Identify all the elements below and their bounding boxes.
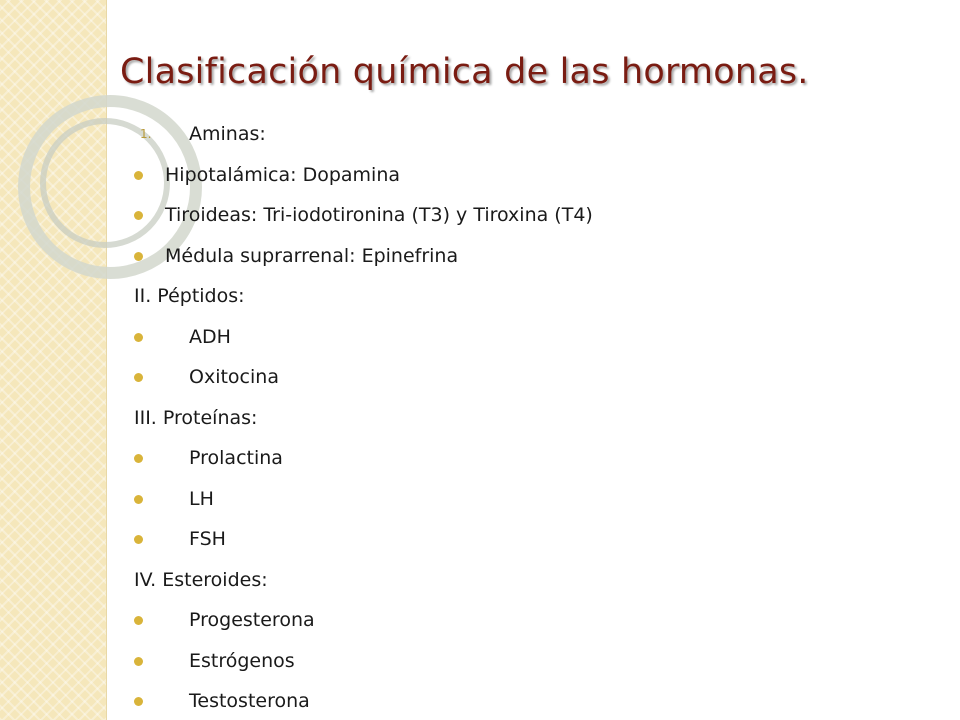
section-heading-text: III. Proteínas: <box>134 406 258 429</box>
list-item <box>134 317 934 358</box>
list-item <box>134 519 934 560</box>
list-item <box>134 195 934 236</box>
list-item-text: FSH <box>189 528 226 550</box>
list-item-text: Hipotalámica: Dopamina <box>165 163 401 186</box>
bullet-dot-icon <box>134 616 143 625</box>
list-number: 1. <box>140 127 152 141</box>
content-list <box>134 114 934 720</box>
bullet-dot-icon <box>134 535 143 544</box>
list-item <box>134 438 934 479</box>
bullet-dot-icon <box>134 697 143 706</box>
bullet-dot-icon <box>134 211 143 220</box>
list-item-text: LH <box>189 487 214 510</box>
list-item <box>134 236 934 277</box>
section-heading-text: IV. Esteroides: <box>134 568 268 591</box>
list-item-text: Tiroideas: Tri-iodotironina (T3) y Tiroxina (T4) <box>165 204 593 226</box>
bullet-dot-icon <box>134 454 143 463</box>
list-item-text: Prolactina <box>189 447 283 469</box>
list-item-text: Progesterona <box>189 609 315 631</box>
bullet-dot-icon <box>134 657 143 666</box>
list-item <box>134 357 934 398</box>
list-item <box>134 681 934 720</box>
section-heading-text: II. Péptidos: <box>134 285 245 307</box>
list-item-text: Médula suprarrenal: Epinefrina <box>165 244 459 267</box>
list-item <box>134 641 934 682</box>
slide-title: Clasificación química de las hormonas. <box>120 52 809 92</box>
list-item-text: ADH <box>189 325 231 348</box>
list-item-text: Testosterona <box>189 690 310 712</box>
bullet-dot-icon <box>134 252 143 261</box>
bullet-dot-icon <box>134 333 143 342</box>
list-item-aminas <box>134 114 934 155</box>
section-heading-esteroides <box>134 560 934 601</box>
bullet-dot-icon <box>134 171 143 180</box>
list-item <box>134 479 934 520</box>
section-heading-peptidos <box>134 276 934 317</box>
decorative-side-strip <box>0 0 107 720</box>
list-item-text: Aminas: <box>189 123 266 145</box>
list-item <box>134 600 934 641</box>
bullet-dot-icon <box>134 373 143 382</box>
list-item-text: Oxitocina <box>189 366 279 388</box>
list-item <box>134 155 934 196</box>
bullet-dot-icon <box>134 495 143 504</box>
list-item-text: Estrógenos <box>189 649 295 672</box>
section-heading-proteinas <box>134 398 934 439</box>
